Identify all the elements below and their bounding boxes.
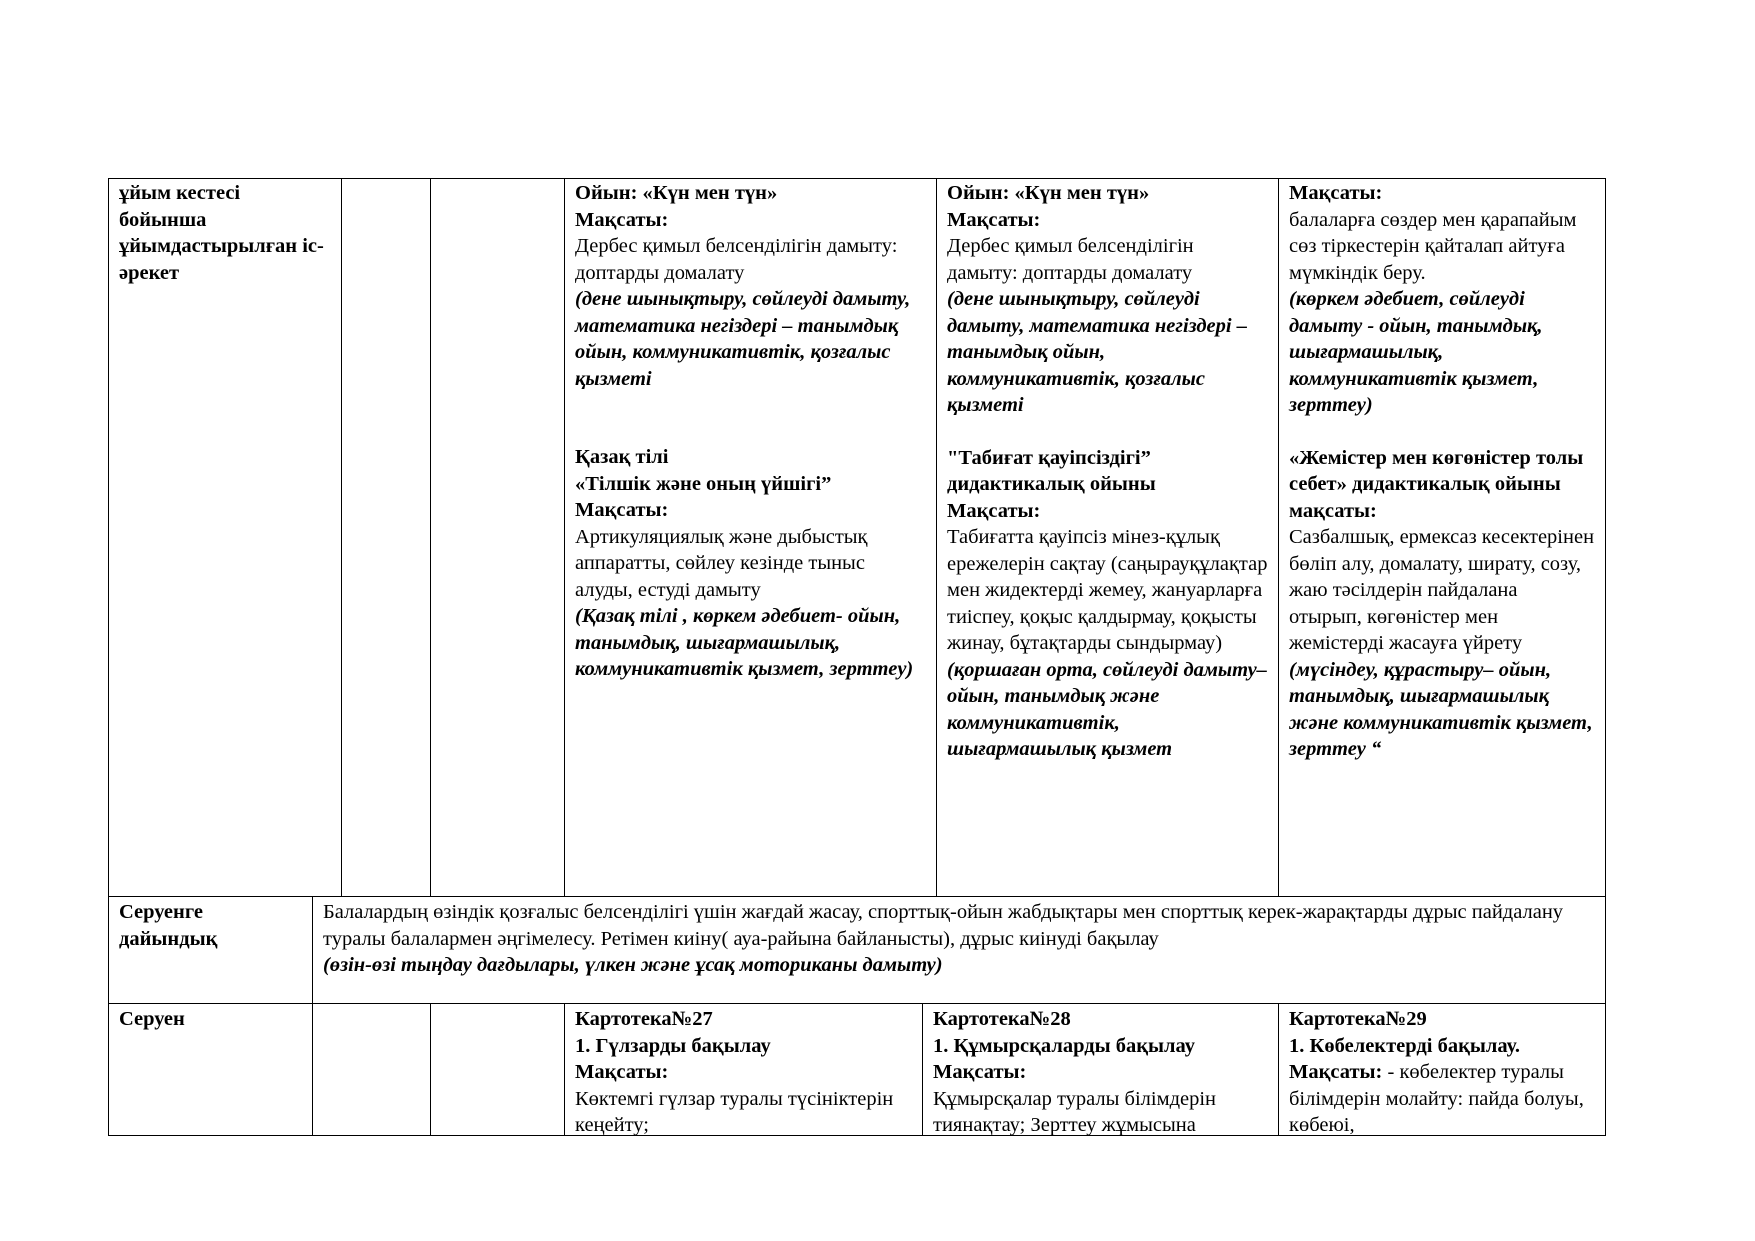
goal-text: - көбелектер туралы білімдерін молайту: пайда болуы, көбеюі, xyxy=(1289,1061,1584,1135)
goal-text: балаларға сөздер мен қарапайым сөз тіркестерін қайталап айтуға мүмкіндік беру. xyxy=(1289,208,1577,284)
goal-label: мақсаты: xyxy=(1289,499,1377,522)
education-areas: (дене шынықтыру, сөйлеуді дамыту, математика негіздері – танымдық ойын, коммуникативтік, қозғалыс қызметі xyxy=(575,288,911,390)
activity-col4-cell xyxy=(937,178,1278,896)
goal-label: Мақсаты: xyxy=(947,499,1041,522)
goal-text: Көктемгі гүлзар туралы түсініктерін кеңейту; xyxy=(575,1087,894,1135)
goal-label: Мақсаты: xyxy=(575,208,669,231)
row-walk-label xyxy=(109,1004,312,1135)
col-line xyxy=(430,1003,431,1136)
goal-text: Артикуляциялық және дыбыстық аппаратты, сөйлеу кезінде тыныс алуды, естуді дамыту xyxy=(575,525,868,601)
education-areas: (өзін-өзі тыңдау дағдылары, үлкен және ұсақ моториканы дамыту) xyxy=(323,954,943,976)
card-number: Картотека№29 xyxy=(1289,1008,1427,1030)
goal-label: Мақсаты: xyxy=(575,1061,669,1083)
goal-text: Дербес қимыл белсенділігін дамыту: доптарды домалату xyxy=(947,235,1194,284)
goal-label: Мақсаты: xyxy=(575,499,669,521)
observation-title: 1. Құмырсқаларды бақылау xyxy=(933,1034,1195,1057)
spacer xyxy=(1289,419,1595,445)
row-label: ұйым кестесі бойынша ұйымдастырылған іс-әрекет xyxy=(119,182,324,284)
education-areas: (Қазақ тілі , көркем әдебиет- ойын, танымдық, шығармашылық, коммуникативтік қызмет, зерттеу) xyxy=(575,605,914,680)
col-line xyxy=(312,1003,313,1136)
prep-text: Балалардың өзіндік қозғалыс белсенділігі үшін жағдай жасау, спорттық-ойын жабдықтары мен спорттық керек-жарақтарды дұрыс пайдалану туралы балалармен әңгімелесу. Ретімен киіну( ауа-райына байланысты), дұрыс киінуді бақылау xyxy=(323,901,1564,950)
spacer xyxy=(575,392,926,444)
observation-title: 1. Гүлзарды бақылау xyxy=(575,1034,771,1057)
goal-line xyxy=(1289,1059,1595,1135)
row-activity-label xyxy=(109,178,341,896)
row-label: Серуен xyxy=(119,1008,185,1030)
topic-title: "Табиғат қауіпсіздігі” дидактикалық ойыны xyxy=(947,446,1156,495)
education-areas: (көркем әдебиет, сөйлеуді дамыту - ойын, танымдық, шығармашылық, коммуникативтік қызмет, зерттеу) xyxy=(1289,288,1543,416)
table-border-bottom xyxy=(108,1135,1606,1136)
col-line xyxy=(341,178,342,896)
spacer xyxy=(947,419,1268,445)
walk-col4-cell xyxy=(923,1004,1278,1135)
education-areas: (қоршаған орта, сөйлеуді дамыту– ойын, танымдық және коммуникативтік, шығармашылық қызмет xyxy=(947,658,1267,760)
education-areas: (мүсіндеу, құрастыру– ойын, танымдық, шығармашылық және коммуникативтік қызмет, зерттеу “ xyxy=(1289,658,1593,760)
topic-title: «Жемістер мен көгөністер толы себет» дидактикалық ойыны xyxy=(1289,446,1584,495)
subject-title: Қазақ тілі xyxy=(575,446,669,468)
game-title: Ойын: «Күн мен түн» xyxy=(947,182,1150,204)
goal-text: Құмырсқалар туралы білімдерін тиянақтау; Зерттеу жұмысына xyxy=(933,1087,1217,1135)
row-label: Серуенге дайындық xyxy=(119,901,218,950)
goal-text xyxy=(947,524,1268,763)
game-title: Ойын: «Күн мен түн» xyxy=(575,182,778,204)
schedule-table xyxy=(108,178,1606,1136)
walk-col5-cell xyxy=(1279,1004,1605,1135)
row-prep-label xyxy=(109,897,312,1003)
row-prep-content xyxy=(313,897,1605,1003)
goal-text-body: Табиғатта қауіпсіз мінез-құлық ережелерін сақтау (саңырауқұлақтар мен жидектерді жемеу, жануарларға тиіспеу, қоқыс қалдырмау, қоқысты жинау, бұтақтарды сындырмау) xyxy=(947,526,1268,654)
goal-label: Мақсаты: xyxy=(933,1061,1027,1083)
education-areas: (дене шынықтыру, сөйлеуді дамыту, математика негіздері – танымдық ойын, коммуникативтік, қозғалыс қызметі xyxy=(947,288,1247,416)
table-border-right xyxy=(1605,178,1606,1136)
card-number: Картотека№27 xyxy=(575,1008,713,1030)
topic-title: «Тілшік және оның үйшігі” xyxy=(575,472,832,495)
walk-col3-cell xyxy=(565,1004,922,1135)
goal-label: Мақсаты: xyxy=(1289,1061,1383,1083)
activity-col3-cell xyxy=(565,178,936,896)
observation-title: 1. Көбелектерді бақылау. xyxy=(1289,1034,1520,1057)
card-number: Картотека№28 xyxy=(933,1008,1071,1030)
goal-text: Сазбалшық, ермексаз кесектерінен бөліп алу, домалату, ширату, созу, жаю тәсілдерін пайдалана отырып, көгөністер мен жемістерді жасауға үйрету xyxy=(1289,526,1595,654)
goal-label: Мақсаты: xyxy=(1289,182,1383,204)
col-line xyxy=(430,178,431,896)
activity-col5-cell xyxy=(1279,178,1605,896)
goal-label: Мақсаты: xyxy=(947,208,1041,231)
goal-text: Дербес қимыл белсенділігін дамыту: доптарды домалату xyxy=(575,235,898,284)
